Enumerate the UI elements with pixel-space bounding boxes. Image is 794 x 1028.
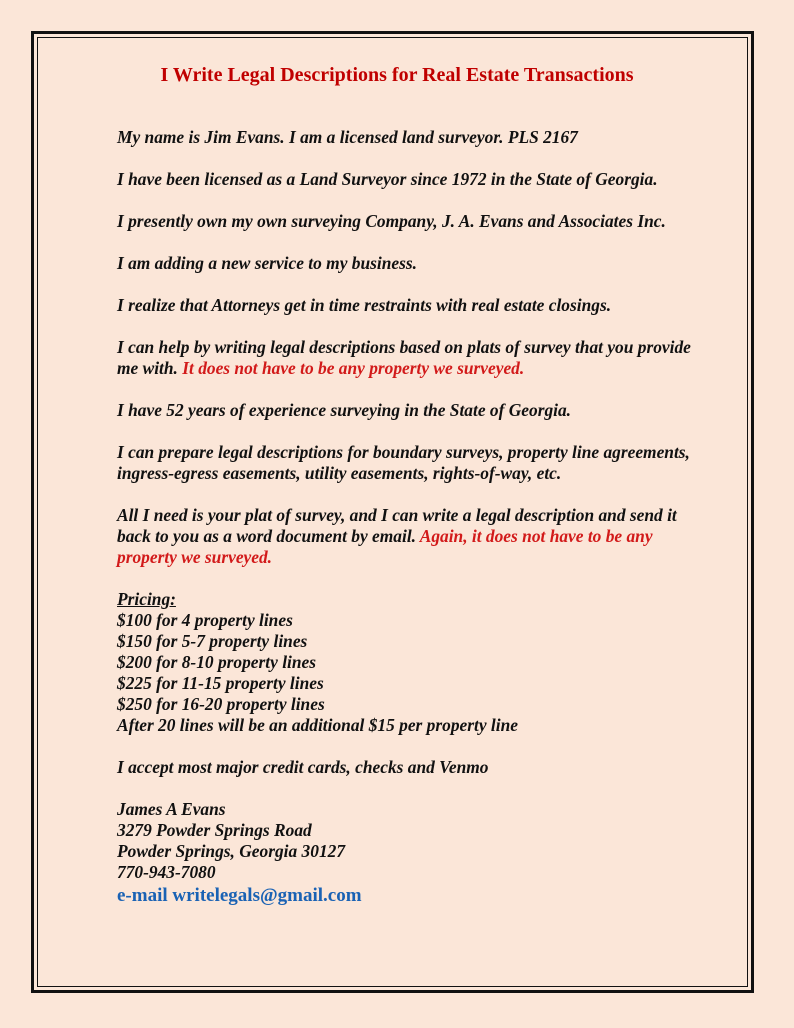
page-title: I Write Legal Descriptions for Real Estate Transactions: [160, 64, 634, 86]
experience-paragraph: I have 52 years of experience surveying in the State of Georgia.: [117, 400, 572, 420]
price-item: $150 for 5-7 property lines: [117, 631, 308, 651]
help-paragraph: [117, 337, 707, 379]
license-paragraph: I have been licensed as a Land Surveyor since 1972 in the State of Georgia.: [117, 169, 658, 189]
pricing-section: [117, 589, 707, 736]
services-paragraph: I can prepare legal descriptions for boundary surveys, property line agreements, ingress-egress easements, utility easements, rights-of-way, etc.: [117, 442, 690, 483]
price-item: $225 for 11-15 property lines: [117, 673, 324, 693]
contact-city: Powder Springs, Georgia 30127: [117, 841, 346, 861]
document-body: [117, 127, 707, 927]
price-item: $200 for 8-10 property lines: [117, 652, 317, 672]
new-service-paragraph: I am adding a new service to my business.: [117, 253, 417, 273]
contact-block: [117, 799, 707, 906]
payment-paragraph: I accept most major credit cards, checks and Venmo: [117, 757, 489, 777]
process-highlight: Again, it does not have to be any property we surveyed.: [117, 526, 653, 567]
intro-paragraph: My name is Jim Evans. I am a licensed land surveyor. PLS 2167: [117, 127, 578, 147]
process-paragraph: [117, 505, 707, 568]
contact-name: James A Evans: [117, 799, 226, 819]
contact-email-link[interactable]: e-mail writelegals@gmail.com: [117, 885, 362, 906]
price-item: $250 for 16-20 property lines: [117, 694, 325, 714]
price-item: $100 for 4 property lines: [117, 610, 293, 630]
contact-street: 3279 Powder Springs Road: [117, 820, 312, 840]
price-item: After 20 lines will be an additional $15 per property line: [117, 715, 518, 735]
help-highlight: It does not have to be any property we surveyed.: [182, 358, 525, 378]
process-text: All I need is your plat of survey, and I can write a legal description and send it back to you as a word document by email.: [117, 505, 677, 546]
pricing-label: Pricing:: [117, 589, 176, 609]
attorneys-paragraph: I realize that Attorneys get in time restraints with real estate closings.: [117, 295, 612, 315]
contact-phone: 770-943-7080: [117, 862, 216, 882]
company-paragraph: I presently own my own surveying Company, J. A. Evans and Associates Inc.: [117, 211, 666, 231]
help-text: I can help by writing legal descriptions based on plats of survey that you provide me with.: [117, 337, 691, 378]
